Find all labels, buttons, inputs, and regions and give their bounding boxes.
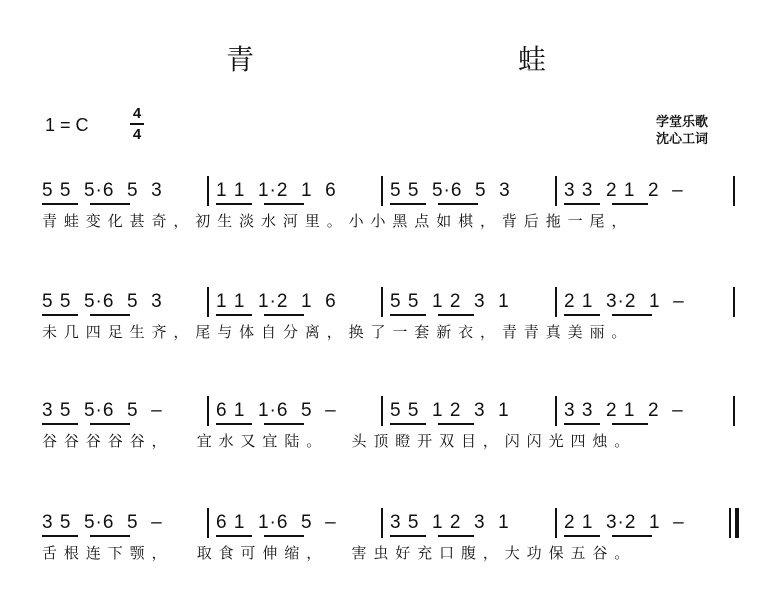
notation-row [0,176,772,206]
time-signature-top: 4 [132,105,142,122]
measure: 1 1 1·2 1 6 [216,180,337,201]
measure: 3 5 1 2 3 1 [390,512,510,533]
beam-underline [90,423,130,425]
credit-source: 学堂乐歌 [655,115,708,130]
beam-underline [42,314,78,316]
beam-underline [564,314,600,316]
measure: 6 1 1·6 5 – [216,512,337,533]
bar-line [555,287,557,317]
measure: 5 5 5·6 5 3 [42,180,163,201]
beam-underline [42,203,78,205]
beam-underline [564,535,600,537]
measure: 3 5 5·6 5 – [42,512,163,533]
notation-row [0,508,772,538]
lyrics-line: 青蛙变化甚奇，初生淡水河里。小小黑点如棋，背后拖一尾， [42,212,634,230]
measure: 3 3 2 1 2 – [564,400,684,421]
bar-line [381,287,383,317]
beam-underline [216,535,252,537]
beam-underline [612,203,648,205]
beam-underline [438,535,474,537]
bar-line [733,396,735,426]
beam-underline [42,423,78,425]
measure: 5 5 1 2 3 1 [390,400,510,421]
beam-underline [564,423,600,425]
final-bar-line-thin [729,508,731,538]
bar-line [733,287,735,317]
time-signature [128,104,146,144]
beam-underline [216,423,252,425]
measure: 5 5 5·6 5 3 [42,291,163,312]
beam-underline [438,423,474,425]
beam-underline [216,203,252,205]
beam-underline [42,535,78,537]
credits [656,114,708,148]
beam-underline [264,423,304,425]
beam-underline [612,535,652,537]
final-bar-line-thick [735,508,739,538]
bar-line [207,508,209,538]
beam-underline [264,203,304,205]
measure: 3 3 2 1 2 – [564,180,684,201]
beam-underline [90,314,130,316]
bar-line [207,396,209,426]
beam-underline [90,203,130,205]
lyrics-line: 未几四足生齐，尾与体自分离，换了一套新衣，青青真美丽。 [42,323,634,341]
key-signature: 1 = C [45,115,89,135]
beam-underline [264,314,304,316]
measure: 6 1 1·6 5 – [216,400,337,421]
bar-line [555,176,557,206]
beam-underline [564,203,600,205]
beam-underline [390,314,426,316]
beam-underline [264,535,304,537]
lyrics-line: 舌根连下颚， 取食可伸缩， 害虫好充口腹，大功保五谷。 [42,544,637,562]
beam-underline [438,314,474,316]
measure: 2 1 3·2 1 – [564,512,685,533]
beam-underline [216,314,252,316]
notation-row [0,287,772,317]
time-signature-bottom: 4 [132,126,142,143]
beam-underline [612,423,648,425]
bar-line [733,176,735,206]
beam-underline [390,203,426,205]
measure: 5 5 5·6 5 3 [390,180,511,201]
bar-line [555,396,557,426]
measure: 5 5 1 2 3 1 [390,291,510,312]
notation-row [0,396,772,426]
bar-line [207,176,209,206]
lyrics-line: 谷谷谷谷谷， 宜水又宜陆。 头顶瞪开双目，闪闪光四烛。 [42,432,637,450]
measure: 2 1 3·2 1 – [564,291,685,312]
bar-line [381,396,383,426]
credit-lyricist: 沈心工词 [655,132,708,147]
bar-line [381,176,383,206]
measure: 3 5 5·6 5 – [42,400,163,421]
bar-line [381,508,383,538]
measure: 1 1 1·2 1 6 [216,291,337,312]
beam-underline [612,314,652,316]
song-title: 青 蛙 [225,43,664,76]
beam-underline [438,203,478,205]
bar-line [555,508,557,538]
bar-line [207,287,209,317]
beam-underline [390,423,426,425]
beam-underline [90,535,130,537]
beam-underline [390,535,426,537]
